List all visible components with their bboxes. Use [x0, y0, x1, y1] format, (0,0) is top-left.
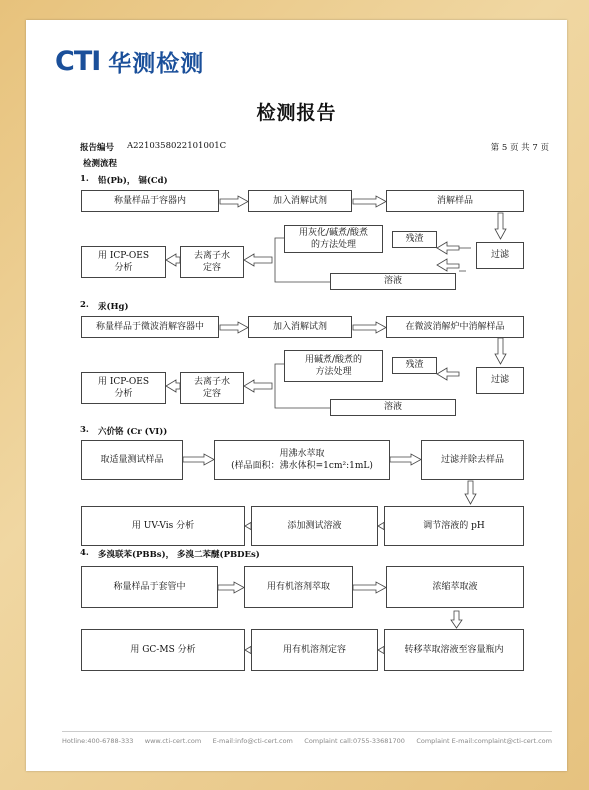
arrow-s4-2	[353, 582, 386, 593]
section-4-heading: 多溴联苯(PBBs)， 多溴二苯醚(PBDEs)	[98, 550, 260, 560]
document-title: 检测报告	[256, 102, 337, 124]
logo-company-name: 华测检测	[108, 50, 205, 77]
arrow-s2-3	[495, 338, 506, 364]
s2-step-icp-analysis: 用 ICP-OES 分析	[81, 372, 166, 404]
s1-step-filter: 过滤	[476, 242, 524, 269]
arrow-s3-3	[465, 481, 476, 504]
arrow-s4-3	[451, 611, 462, 628]
s3-step-boiling-extraction: 用沸水萃取 (样品面积：沸水体积=1cm²:1mL)	[214, 440, 390, 480]
logo-cti-text: CTI	[55, 45, 101, 77]
section-3-heading: 六价铬 (Cr (VI))	[98, 427, 168, 437]
arrow-s2-2	[353, 322, 386, 333]
arrow-s2-1	[220, 322, 248, 333]
report-number: A2210358022101001C	[127, 141, 227, 151]
s1-step-digest: 消解样品	[386, 190, 524, 212]
arrow-s4-1	[218, 582, 244, 593]
report-number-label: 报告编号	[80, 143, 115, 153]
footer-complaint-email[interactable]: Complaint E-mail:complaint@cti-cert.com	[416, 737, 552, 745]
s4-step-gcms: 用 GC-MS 分析	[81, 629, 245, 671]
arrow-s1-2	[353, 196, 386, 207]
s4-step-transfer: 转移萃取溶液至容量瓶内	[384, 629, 524, 671]
s2-step-add-reagent: 加入消解试剂	[248, 316, 352, 338]
arrow-s1-6	[166, 254, 180, 266]
s2-step-solution: 溶液	[330, 399, 456, 416]
s1-step-residue: 残渣	[392, 231, 437, 248]
s4-step-solvent-extract: 用有机溶剂萃取	[244, 566, 353, 608]
section-1-number: 1.	[80, 174, 89, 184]
s3-step-filter-remove: 过滤并除去样品	[421, 440, 524, 480]
s2-step-residue: 残渣	[392, 357, 437, 374]
section-4-number: 4.	[80, 548, 89, 558]
s1-step-icp-analysis: 用 ICP-OES 分析	[81, 246, 166, 278]
footer-email[interactable]: E-mail:info@cti-cert.com	[212, 737, 293, 745]
s2-step-residue-treatment: 用碱煮/酸煮的 方法处理	[284, 350, 383, 382]
section-3-number: 3.	[80, 425, 89, 435]
footer-complaint-call: Complaint call:0755-33681700	[304, 737, 405, 745]
section-2-number: 2.	[80, 300, 89, 310]
arrow-s1-1	[220, 196, 248, 207]
page-info: 第 5 页 共 7 页	[490, 143, 549, 153]
report-page	[26, 20, 567, 771]
s2-step-weigh: 称量样品于微波消解容器中	[81, 316, 219, 338]
arrow-s1-4	[437, 242, 459, 254]
s1-step-weigh: 称量样品于容器内	[81, 190, 219, 212]
arrow-s2-6	[244, 380, 272, 392]
s3-step-take-sample: 取适量测试样品	[81, 440, 183, 480]
s2-step-dilute: 去离子水 定容	[180, 372, 244, 404]
arrow-s3-1	[183, 454, 214, 465]
s2-step-microwave-digest: 在微波消解炉中消解样品	[386, 316, 524, 338]
arrow-s3-2	[390, 454, 421, 465]
s4-step-concentrate: 浓缩萃取液	[386, 566, 524, 608]
s2-step-filter: 过滤	[476, 367, 524, 394]
s1-step-dilute: 去离子水 定容	[180, 246, 244, 278]
footer-hotline: Hotline:400-6788-333	[62, 737, 134, 745]
s4-step-weigh: 称量样品于套管中	[81, 566, 218, 608]
section-1-heading: 铅(Pb)， 镉(Cd)	[98, 176, 168, 186]
footer-website[interactable]: www.cti-cert.com	[144, 737, 202, 745]
arrow-s2-5	[166, 380, 180, 392]
section-title: 检测流程	[83, 159, 118, 169]
arrow-s1-3	[495, 213, 506, 239]
footer	[62, 737, 552, 745]
arrow-s1-7	[244, 254, 272, 266]
s3-step-uv-vis: 用 UV-Vis 分析	[81, 506, 245, 546]
arrow-s1-5	[437, 259, 459, 271]
footer-divider	[62, 731, 552, 732]
arrow-s2-4	[437, 368, 459, 380]
s1-step-add-reagent: 加入消解试剂	[248, 190, 352, 212]
s4-step-dilute-solvent: 用有机溶剂定容	[251, 629, 378, 671]
s1-step-solution: 溶液	[330, 273, 456, 290]
s1-step-residue-treatment: 用灰化/碱煮/酸煮 的方法处理	[284, 225, 383, 253]
s3-step-adjust-ph: 调节溶液的 pH	[384, 506, 524, 546]
s3-step-add-test-solution: 添加测试溶液	[251, 506, 378, 546]
section-2-heading: 汞(Hg)	[98, 302, 129, 312]
